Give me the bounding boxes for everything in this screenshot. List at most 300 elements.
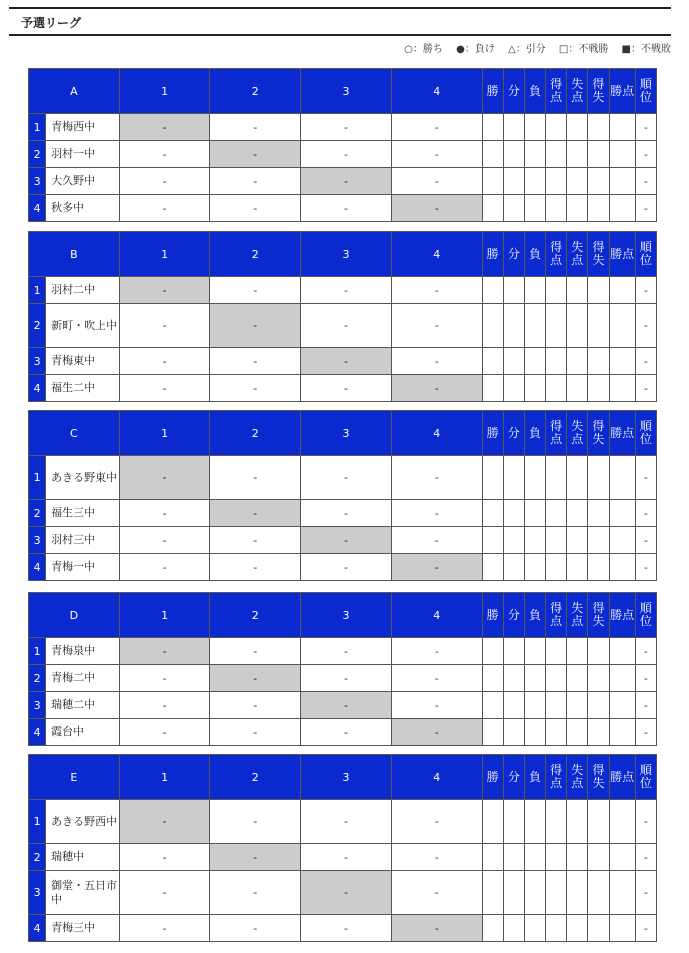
opponent-column-header: 3: [301, 69, 392, 114]
stat-cell: [609, 277, 635, 304]
stat-cell: [567, 844, 588, 871]
stat-header: 得点: [546, 755, 567, 800]
opponent-column-header: 3: [301, 232, 392, 277]
stat-header: 勝: [482, 755, 503, 800]
match-result-cell: -: [301, 719, 392, 746]
stat-cell: [524, 456, 545, 500]
stat-cell: [482, 665, 503, 692]
opponent-column-header: 4: [391, 593, 482, 638]
rank-cell: -: [635, 638, 656, 665]
rank-cell: -: [635, 527, 656, 554]
stat-cell: [503, 719, 524, 746]
group-name: D: [29, 593, 120, 638]
rank-cell: -: [635, 554, 656, 581]
stat-cell: [609, 800, 635, 844]
stat-cell: [609, 114, 635, 141]
opponent-column-header: 1: [119, 411, 210, 456]
match-result-cell: -: [210, 456, 301, 500]
table-header-row: [29, 232, 657, 277]
self-match-cell: -: [391, 915, 482, 942]
stat-header: 勝: [482, 69, 503, 114]
stat-cell: [503, 304, 524, 348]
stat-cell: [482, 168, 503, 195]
team-row: [29, 800, 657, 844]
rank-cell: -: [635, 915, 656, 942]
match-result-cell: -: [210, 871, 301, 915]
stat-cell: [546, 277, 567, 304]
stat-header: 順位: [635, 232, 656, 277]
opponent-column-header: 4: [391, 755, 482, 800]
team-number: 1: [29, 114, 46, 141]
team-row: [29, 456, 657, 500]
stat-cell: [524, 375, 545, 402]
opponent-column-header: 4: [391, 69, 482, 114]
team-number: 2: [29, 141, 46, 168]
group-name: B: [29, 232, 120, 277]
match-result-cell: -: [391, 348, 482, 375]
team-name: 福生二中: [46, 375, 120, 402]
match-result-cell: -: [210, 554, 301, 581]
self-match-cell: -: [210, 141, 301, 168]
team-name: 秋多中: [46, 195, 120, 222]
stat-cell: [567, 141, 588, 168]
stat-cell: [503, 871, 524, 915]
stat-cell: [482, 277, 503, 304]
stat-cell: [567, 665, 588, 692]
team-name: 青梅一中: [46, 554, 120, 581]
opponent-column-header: 1: [119, 232, 210, 277]
stat-cell: [609, 915, 635, 942]
match-result-cell: -: [210, 719, 301, 746]
stat-cell: [482, 692, 503, 719]
team-name: 霞台中: [46, 719, 120, 746]
stat-cell: [588, 638, 609, 665]
stat-cell: [546, 375, 567, 402]
league-table-d: [28, 592, 657, 746]
match-result-cell: -: [119, 304, 210, 348]
team-number: 3: [29, 527, 46, 554]
stat-cell: [503, 195, 524, 222]
match-result-cell: -: [391, 304, 482, 348]
team-name: 青梅泉中: [46, 638, 120, 665]
stat-cell: [609, 168, 635, 195]
team-number: 4: [29, 719, 46, 746]
team-row: [29, 141, 657, 168]
stat-cell: [546, 141, 567, 168]
stat-cell: [567, 871, 588, 915]
stat-cell: [546, 527, 567, 554]
stat-cell: [567, 114, 588, 141]
match-result-cell: -: [301, 114, 392, 141]
team-name: あきる野東中: [46, 456, 120, 500]
stat-cell: [503, 141, 524, 168]
rank-cell: -: [635, 665, 656, 692]
legend-win: ○：勝ち: [404, 44, 443, 55]
self-match-cell: -: [391, 554, 482, 581]
league-table-c: [28, 410, 657, 581]
match-result-cell: -: [301, 554, 392, 581]
team-number: 3: [29, 348, 46, 375]
opponent-column-header: 1: [119, 755, 210, 800]
stat-cell: [609, 554, 635, 581]
stat-cell: [588, 277, 609, 304]
stat-cell: [546, 114, 567, 141]
stat-cell: [524, 527, 545, 554]
stat-cell: [482, 719, 503, 746]
team-row: [29, 304, 657, 348]
stat-cell: [482, 375, 503, 402]
self-match-cell: -: [301, 348, 392, 375]
stat-header: 失点: [567, 69, 588, 114]
match-result-cell: -: [210, 800, 301, 844]
stat-cell: [567, 456, 588, 500]
stat-header: 勝: [482, 232, 503, 277]
match-result-cell: -: [391, 456, 482, 500]
match-result-cell: -: [119, 348, 210, 375]
stat-cell: [546, 168, 567, 195]
match-result-cell: -: [119, 871, 210, 915]
stat-cell: [546, 554, 567, 581]
match-result-cell: -: [391, 844, 482, 871]
stat-header: 得失: [588, 411, 609, 456]
match-result-cell: -: [210, 114, 301, 141]
stat-header: 得点: [546, 69, 567, 114]
stat-cell: [588, 527, 609, 554]
team-name: 御堂・五日市中: [46, 871, 120, 915]
rank-cell: -: [635, 719, 656, 746]
stat-cell: [588, 304, 609, 348]
match-result-cell: -: [210, 195, 301, 222]
stat-header: 得失: [588, 69, 609, 114]
match-result-cell: -: [301, 844, 392, 871]
team-number: 2: [29, 844, 46, 871]
stat-cell: [482, 195, 503, 222]
team-name: 羽村二中: [46, 277, 120, 304]
opponent-column-header: 2: [210, 69, 301, 114]
team-row: [29, 348, 657, 375]
team-name: 大久野中: [46, 168, 120, 195]
stat-cell: [482, 348, 503, 375]
match-result-cell: -: [301, 304, 392, 348]
stat-cell: [609, 304, 635, 348]
stat-header: 分: [503, 232, 524, 277]
match-result-cell: -: [210, 692, 301, 719]
stat-header: 順位: [635, 755, 656, 800]
stat-cell: [524, 304, 545, 348]
match-result-cell: -: [210, 915, 301, 942]
match-result-cell: -: [210, 348, 301, 375]
stat-cell: [588, 141, 609, 168]
stat-cell: [567, 195, 588, 222]
stat-cell: [524, 915, 545, 942]
stat-cell: [503, 348, 524, 375]
stat-cell: [567, 168, 588, 195]
match-result-cell: -: [391, 638, 482, 665]
team-number: 3: [29, 692, 46, 719]
match-result-cell: -: [391, 692, 482, 719]
match-result-cell: -: [119, 527, 210, 554]
team-number: 1: [29, 277, 46, 304]
self-match-cell: -: [210, 304, 301, 348]
stat-cell: [588, 800, 609, 844]
stat-cell: [503, 114, 524, 141]
group-name: A: [29, 69, 120, 114]
match-result-cell: -: [301, 638, 392, 665]
stat-cell: [482, 800, 503, 844]
team-row: [29, 915, 657, 942]
match-result-cell: -: [210, 277, 301, 304]
stat-cell: [524, 638, 545, 665]
stat-cell: [567, 527, 588, 554]
match-result-cell: -: [119, 168, 210, 195]
team-row: [29, 692, 657, 719]
stat-header: 得失: [588, 755, 609, 800]
stat-cell: [609, 665, 635, 692]
stat-cell: [524, 348, 545, 375]
stat-header: 負: [524, 411, 545, 456]
rank-cell: -: [635, 871, 656, 915]
table-header-row: [29, 755, 657, 800]
group-name: E: [29, 755, 120, 800]
stat-cell: [524, 141, 545, 168]
stat-cell: [524, 871, 545, 915]
team-name: 青梅東中: [46, 348, 120, 375]
stat-header: 勝点: [609, 69, 635, 114]
stat-cell: [503, 844, 524, 871]
match-result-cell: -: [301, 456, 392, 500]
league-table-e: [28, 754, 657, 942]
self-match-cell: -: [391, 375, 482, 402]
stat-header: 分: [503, 411, 524, 456]
stat-cell: [567, 500, 588, 527]
self-match-cell: -: [301, 168, 392, 195]
team-number: 1: [29, 456, 46, 500]
team-row: [29, 114, 657, 141]
team-number: 3: [29, 168, 46, 195]
team-number: 2: [29, 500, 46, 527]
self-match-cell: -: [119, 277, 210, 304]
team-row: [29, 871, 657, 915]
stat-cell: [609, 500, 635, 527]
stat-header: 分: [503, 755, 524, 800]
stat-header: 失点: [567, 593, 588, 638]
stat-cell: [482, 871, 503, 915]
stat-cell: [524, 692, 545, 719]
stat-header: 負: [524, 69, 545, 114]
legend-default-loss: ■：不戦敗: [621, 44, 671, 55]
stat-cell: [482, 527, 503, 554]
stat-cell: [524, 195, 545, 222]
stat-cell: [482, 141, 503, 168]
stat-cell: [503, 665, 524, 692]
stat-cell: [546, 871, 567, 915]
match-result-cell: -: [391, 871, 482, 915]
opponent-column-header: 2: [210, 755, 301, 800]
stat-cell: [588, 719, 609, 746]
stat-cell: [609, 692, 635, 719]
stat-cell: [609, 456, 635, 500]
stat-cell: [546, 665, 567, 692]
rank-cell: -: [635, 456, 656, 500]
stat-cell: [588, 844, 609, 871]
opponent-column-header: 2: [210, 593, 301, 638]
self-match-cell: -: [210, 844, 301, 871]
opponent-column-header: 4: [391, 411, 482, 456]
stat-cell: [609, 719, 635, 746]
stat-header: 得点: [546, 232, 567, 277]
opponent-column-header: 1: [119, 69, 210, 114]
stat-cell: [567, 719, 588, 746]
team-number: 2: [29, 665, 46, 692]
match-result-cell: -: [210, 168, 301, 195]
stat-cell: [567, 800, 588, 844]
stat-cell: [588, 348, 609, 375]
stat-cell: [503, 375, 524, 402]
match-result-cell: -: [119, 141, 210, 168]
team-row: [29, 554, 657, 581]
match-result-cell: -: [301, 665, 392, 692]
rank-cell: -: [635, 195, 656, 222]
rank-cell: -: [635, 844, 656, 871]
stat-cell: [482, 554, 503, 581]
stat-header: 分: [503, 69, 524, 114]
stat-cell: [482, 500, 503, 527]
rank-cell: -: [635, 141, 656, 168]
team-name: 羽村三中: [46, 527, 120, 554]
stat-cell: [609, 638, 635, 665]
match-result-cell: -: [119, 844, 210, 871]
match-result-cell: -: [391, 500, 482, 527]
opponent-column-header: 1: [119, 593, 210, 638]
opponent-column-header: 2: [210, 411, 301, 456]
team-number: 3: [29, 871, 46, 915]
stat-cell: [503, 554, 524, 581]
team-row: [29, 844, 657, 871]
stat-cell: [567, 638, 588, 665]
stat-header: 勝点: [609, 755, 635, 800]
team-row: [29, 375, 657, 402]
stat-cell: [567, 915, 588, 942]
match-result-cell: -: [210, 375, 301, 402]
rank-cell: -: [635, 375, 656, 402]
stat-cell: [609, 871, 635, 915]
stat-header: 勝点: [609, 232, 635, 277]
stat-cell: [482, 915, 503, 942]
stat-cell: [524, 114, 545, 141]
match-result-cell: -: [391, 527, 482, 554]
rank-cell: -: [635, 692, 656, 719]
team-name: あきる野西中: [46, 800, 120, 844]
stat-cell: [546, 348, 567, 375]
self-match-cell: -: [301, 871, 392, 915]
match-result-cell: -: [391, 277, 482, 304]
match-result-cell: -: [119, 665, 210, 692]
stat-cell: [588, 456, 609, 500]
match-result-cell: -: [391, 800, 482, 844]
stat-cell: [609, 141, 635, 168]
result-legend: [394, 40, 671, 55]
self-match-cell: -: [391, 719, 482, 746]
team-number: 1: [29, 638, 46, 665]
stat-cell: [546, 800, 567, 844]
stat-cell: [546, 195, 567, 222]
team-name: 青梅二中: [46, 665, 120, 692]
team-number: 4: [29, 195, 46, 222]
stat-header: 勝: [482, 593, 503, 638]
self-match-cell: -: [119, 800, 210, 844]
match-result-cell: -: [391, 141, 482, 168]
stat-header: 負: [524, 593, 545, 638]
stat-cell: [503, 800, 524, 844]
stat-cell: [524, 277, 545, 304]
stat-cell: [567, 554, 588, 581]
self-match-cell: -: [210, 665, 301, 692]
match-result-cell: -: [391, 168, 482, 195]
stat-cell: [503, 638, 524, 665]
team-row: [29, 168, 657, 195]
team-name: 瑞穂二中: [46, 692, 120, 719]
stat-cell: [588, 692, 609, 719]
stat-cell: [546, 500, 567, 527]
stat-cell: [609, 844, 635, 871]
table-header-row: [29, 69, 657, 114]
rank-cell: -: [635, 348, 656, 375]
match-result-cell: -: [119, 554, 210, 581]
stat-header: 負: [524, 755, 545, 800]
stat-header: 得失: [588, 593, 609, 638]
page-title: 予選リーグ: [21, 16, 82, 30]
stat-cell: [567, 277, 588, 304]
stat-header: 失点: [567, 755, 588, 800]
legend-draw: △：引分: [508, 44, 546, 55]
team-row: [29, 500, 657, 527]
stat-header: 順位: [635, 411, 656, 456]
stat-cell: [588, 871, 609, 915]
stat-cell: [546, 844, 567, 871]
match-result-cell: -: [301, 500, 392, 527]
stat-header: 失点: [567, 232, 588, 277]
rank-cell: -: [635, 304, 656, 348]
match-result-cell: -: [119, 195, 210, 222]
team-row: [29, 638, 657, 665]
self-match-cell: -: [301, 692, 392, 719]
self-match-cell: -: [119, 456, 210, 500]
stat-cell: [503, 915, 524, 942]
opponent-column-header: 3: [301, 755, 392, 800]
match-result-cell: -: [119, 375, 210, 402]
stat-cell: [588, 915, 609, 942]
stat-header: 勝点: [609, 593, 635, 638]
stat-cell: [524, 800, 545, 844]
stat-cell: [588, 168, 609, 195]
stat-header: 失点: [567, 411, 588, 456]
stat-cell: [609, 375, 635, 402]
match-result-cell: -: [391, 114, 482, 141]
team-number: 4: [29, 915, 46, 942]
team-name: 福生三中: [46, 500, 120, 527]
team-number: 1: [29, 800, 46, 844]
rank-cell: -: [635, 800, 656, 844]
team-name: 新町・吹上中: [46, 304, 120, 348]
stat-header: 勝点: [609, 411, 635, 456]
match-result-cell: -: [119, 500, 210, 527]
match-result-cell: -: [301, 141, 392, 168]
match-result-cell: -: [301, 800, 392, 844]
stat-cell: [524, 665, 545, 692]
stat-cell: [524, 500, 545, 527]
match-result-cell: -: [210, 638, 301, 665]
stat-cell: [588, 195, 609, 222]
